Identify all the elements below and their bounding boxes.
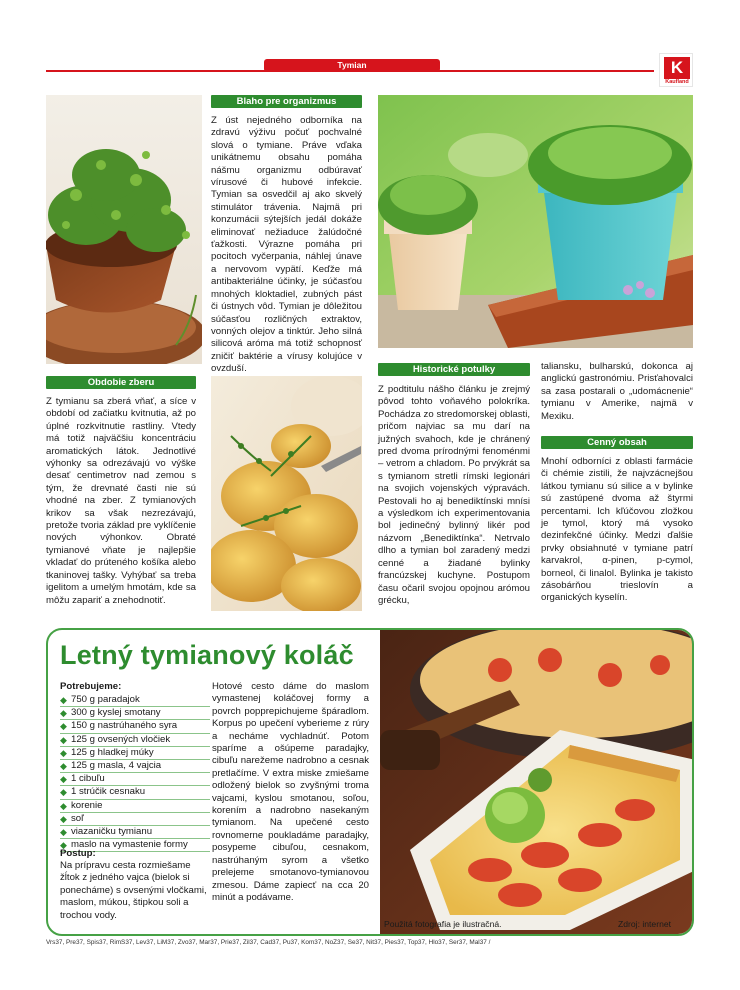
footer-codes: Vrs37, Pre37, Spis37, RimS37, Lev37, LiM37, Zvo37, Mar37, Prie37, Zil37, Cad37, Pu37, Kom37, NoZ37, Se37, Nit37, Pies37, Top37, Hlo37, Ser37, Mal37 / (46, 939, 491, 946)
method-label: Postup: (60, 848, 96, 859)
recipe-box (46, 628, 694, 936)
heading-historicke: Historické potulky (378, 363, 530, 376)
ingredient-item: ◆ maslo na vymastenie formy (60, 839, 210, 852)
logo-word: Kaufland (665, 79, 689, 85)
ingredient-item: ◆ 125 g hladkej múky (60, 747, 210, 760)
recipe-title: Letný tymianový koláč (60, 640, 354, 670)
heading-cenny: Cenný obsah (541, 436, 693, 449)
photo-thyme-bowl (46, 95, 202, 364)
ingredient-item: ◆ 750 g paradajok (60, 694, 210, 707)
bullet-icon: ◆ (60, 840, 67, 851)
ingredient-item: ◆ soľ (60, 813, 210, 826)
kaufland-logo (659, 53, 693, 87)
bullet-icon: ◆ (60, 721, 67, 732)
method-intro: Na prípravu cesta rozmiešame žĺtok z jedného vajca (bielok si ponecháme) s ovsenými vločkami, maslom, múkou, štipkou soli a trochou vody. (60, 860, 207, 921)
bullet-icon: ◆ (60, 734, 67, 745)
ingredient-item: ◆ 125 g ovsených vločiek (60, 734, 210, 747)
bullet-icon: ◆ (60, 827, 67, 838)
text-historicke: Z podtitulu nášho článku je zrejmý pôvod tohto voňavého polokríka. Pochádza zo stredomorskej oblasti, pričom najviac sa mu darí na južných svahoch, kde je chránený pred dvoma prírodnými fenoménmi – vetrom a chladom. Po prvýkrát sa s tymianom stretli rímski legionári na svojich vojenských výpravách. Pestovali ho aj benediktínski mnísi a výsledkom ich experimentovania bol jedinečný bylinný likér pod názvom „Benediktínka“. Netrvalo dlho a tymian bol zaradený medzi cenné a žiadané bylinky francúzskej kuchyne. Postupom času očaril svojou opojnou arómou grécku, (378, 384, 530, 606)
ingredients-list (60, 694, 210, 852)
ingredient-item: ◆ 1 strúčik cesnaku (60, 786, 210, 799)
bullet-icon: ◆ (60, 800, 67, 811)
heading-obdobie: Obdobie zberu (46, 376, 196, 389)
ingredient-item: ◆ 1 cibuľu (60, 773, 210, 786)
bullet-icon: ◆ (60, 747, 67, 758)
text-obdobie: Z tymianu sa zberá vňať, a síce v období od začiatku kvitnutia, až po úplné rozkvitnutie rastliny. Vtedy má totiž najväčšiu koncentráciu aromatických látok. Jednotlivé výhonky sa odrezávajú vo výške desať centimetrov nad zemou s tým, že drevnaté časti nie sú vhodné na zber. Z tymianových krikov sa však nezrezávajú, pretože tvoria základ pre vyklíčenie nových výhonkov. Obraté tymianové vňate je najlepšie vkladať do prúteného košíka alebo tkaninovej tašky. Vyhýbať sa treba igelitom a umelým hmotám, kde sa môžu zapariť a znehodnotiť. (46, 396, 196, 606)
ingredient-item: ◆ 150 g nastrúhaného syra (60, 720, 210, 733)
bullet-icon: ◆ (60, 761, 67, 772)
photo-quiche (380, 630, 694, 936)
ingredient-item: ◆ viazaničku tymianu (60, 826, 210, 839)
ingredients-label: Potrebujeme: (60, 681, 122, 692)
photo-source: Zdroj: internet (618, 919, 672, 929)
text-blaho: Z úst nejedného odborníka na zdravú výživu počuť pochvalné slová o tymiane. Práve vďaka unikátnemu obsahu pomáha nášmu organizmu odbúravať vírusové či hubové infekcie. Tymian sa osvedčil aj ako skvelý stimulátor trávenia. Najmä pri konzumácii sýtejších jedál dokáže eliminovať nežiaduce žalúdočné ťažkosti. Výrazne pomáha pri pocitoch vyčerpania, náhlej únave a nervovom vypätí. Keďže má antibakteriálne účinky, je súčasťou mnohých kloktadiel, zubných pást či ústnych vôd. Tymian je dôležitou súčasťou rozličných extraktov, vonných olejov a tinktúr. Jeho silná silicová aróma má totiž schopnosť zničiť baktérie a vírusy kolujúce v ovzduší. (211, 115, 362, 375)
bullet-icon: ◆ (60, 774, 67, 785)
photo-thyme-pots (378, 95, 693, 348)
bullet-icon: ◆ (60, 695, 67, 705)
section-banner: Tymian (264, 59, 440, 72)
text-cenny: Mnohí odborníci z oblasti farmácie či chémie zistili, že najvzácnejšou látkou tymianu sú silice a v bylinke sú zastúpené dvoma až štyrmi percentami. Ich kľúčovou zložkou je tymol, ktorý má vysoko dezinfekčné účinky. Medzi ďalšie prvky obsiahnuté v tymiane patrí karvakrol, α-pinen, p-cymol, borneol, či linalol. Bylinka je takisto zásobárňou trieslovín a organických kyselín. (541, 456, 693, 604)
photo-caption: Použitá fotografia je ilustračná. (384, 919, 502, 929)
logo-letter: K (670, 58, 684, 77)
photo-potatoes (211, 376, 362, 611)
heading-blaho: Blaho pre organizmus (211, 95, 362, 108)
text-historicke-cont: taliansku, bulharskú, dokonca aj anglickú gastronómiu. Prisťahovalci sa zasa postarali o „udomácnenie“ tymianu v Amerike, najmä v Mexiku. (541, 361, 693, 422)
bullet-icon: ◆ (60, 708, 67, 719)
ingredient-item: ◆ 125 g masla, 4 vajcia (60, 760, 210, 773)
method-text: Hotové cesto dáme do maslom vymastenej koláčovej formy a povrch popprepichujeme špáradlom. Korpus po upečení vyberieme z rúry a necháme vychladnúť. Potom sparíme a ošúpeme paradajky, cibuľu narežeme nadrobno a cesnak pretlačíme. V extra miske zmiešame odložený bielok so zvyšnými troma vajcami, kyslou smotanou, soľou, korením a nadrobno nasekaným tymianom. Na upečené cesto rovnomerne poukladáme paradajky, posypeme cibuľou, cesnakom, nastrúhaným syrom a všetko prelejeme smotanovo-tymianovou zmesou. Dáme zapiecť na cca 20 minút a podávame. (212, 681, 369, 903)
bullet-icon: ◆ (60, 787, 67, 798)
ingredient-item: ◆ korenie (60, 800, 210, 813)
ingredient-item: ◆ 300 g kyslej smotany (60, 707, 210, 720)
bullet-icon: ◆ (60, 813, 67, 824)
